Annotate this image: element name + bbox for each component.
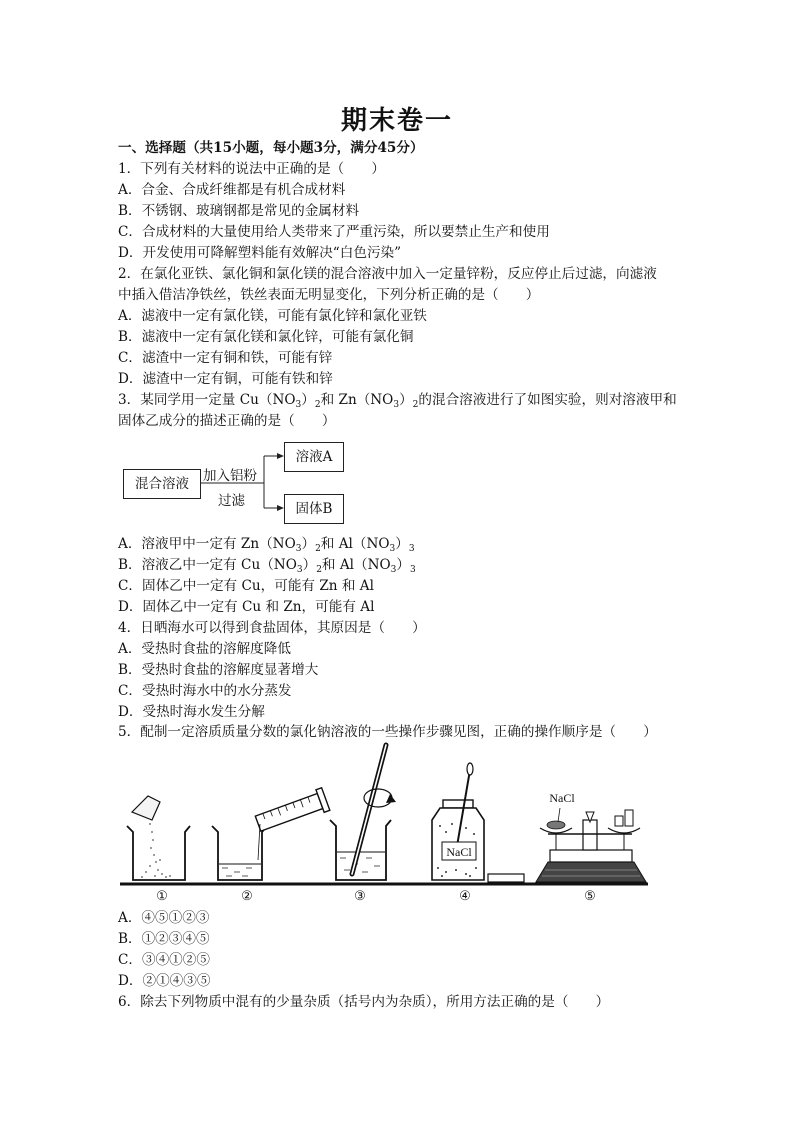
step-label-1: ① [156,889,168,904]
solution-a-box: 溶液A [284,442,344,472]
beaker-3-illustration [330,745,396,880]
q1-option-b: B．不锈钢、玻璃钢都是常见的金属材料 [118,203,360,219]
reagent-bottle-illustration [432,763,484,880]
q4-option-a: A．受热时食盐的溶解度降低 [118,641,291,657]
bottle-stopper [488,874,524,882]
solid-b-box: 固体B [284,494,344,524]
q1-option-d: D．开发使用可降解塑料能有效解决“白色污染” [118,245,402,261]
q5-option-a: A．④⑤①②③ [118,910,210,926]
add-aluminum-label: 加入铝粉 [203,468,257,484]
q1-option-c: C．合成材料的大量使用给人类带来了严重污染，所以要禁止生产和使用 [118,224,550,240]
beaker-2-illustration [212,788,330,880]
q6-stem: 6．除去下列物质中混有的少量杂质（括号内为杂质），所用方法正确的是（ ） [118,994,610,1010]
q5-stem: 5．配制一定溶质质量分数的氯化钠溶液的一些操作步骤见图，正确的操作顺序是（ ） [118,724,657,740]
step-label-2: ② [241,889,253,904]
q4-option-d: D．受热时海水发生分解 [118,704,265,720]
q3-stem-line2: 固体乙成分的描述正确的是（ ） [118,413,336,429]
balance-illustration [536,791,646,882]
beaker-1-illustration [127,796,190,880]
step-label-4: ④ [459,889,471,904]
balance-label-text: NaCl [549,791,575,805]
q5-option-d: D．②①④③⑤ [118,973,211,989]
q5-option-c: C．③④①②⑤ [118,952,210,968]
q3-option-c: C．固体乙中一定有 Cu，可能有 Zn 和 Al [118,578,374,594]
section-heading: 一、选择题（共15小题，每小题3分，满分45分） [118,140,424,156]
q3-option-b: B．溶液乙中一定有 $Cu(NO_3)_2$和 $Al(NO_3)_3$ [118,557,416,575]
filter-label: 过滤 [218,493,245,509]
q2-option-a: A．滤液中一定有氯化镁，可能有氯化锌和氯化亚铁 [118,308,427,324]
q3-option-a: A．溶液甲中一定有 $Zn(NO_3)_2$和 $Al(NO_3)_3$ [118,536,415,554]
q5-option-b: B．①②③④⑤ [118,931,210,947]
page-title: 期末卷一 [340,106,453,136]
q2-stem-line2: 中插入借洁净铁丝，铁丝表面无明显变化，下列分析正确的是（ ） [118,287,540,303]
q2-option-c: C．滤渣中一定有铜和铁，可能有锌 [118,350,333,366]
q3-stem-line1: 3．某同学用一定量 $Cu(NO_3)_2$和 $Zn(NO_3)_2$的混合溶液进行了如图实验，则对溶液甲和 [118,392,677,410]
q1-stem: 1．下列有关材料的说法中正确的是（ ） [118,161,385,177]
q4-stem: 4．日晒海水可以得到食盐固体，其原因是（ ） [118,620,426,636]
q4-option-b: B．受热时食盐的溶解度显著增大 [118,662,319,678]
q2-stem-line1: 2．在氯化亚铁、氯化铜和氯化镁的混合溶液中加入一定量锌粉，反应停止后过滤，向滤液 [118,266,657,282]
mixed-solution-box: 混合溶液 [123,469,201,499]
bottle-label-text: NaCl [446,845,472,859]
q1-option-a: A．合金、合成纤维都是有机合成材料 [118,182,346,198]
q2-option-d: D．滤渣中一定有铜，可能有铁和锌 [118,371,333,387]
step-label-5: ⑤ [584,889,596,904]
q3-option-d: D．固体乙中一定有 Cu 和 Zn，可能有 Al [118,599,375,615]
q4-option-c: C．受热时海水中的水分蒸发 [118,683,292,699]
step-label-3: ③ [354,889,366,904]
q2-option-b: B．滤液中一定有氯化镁和氯化锌，可能有氯化铜 [118,329,414,345]
